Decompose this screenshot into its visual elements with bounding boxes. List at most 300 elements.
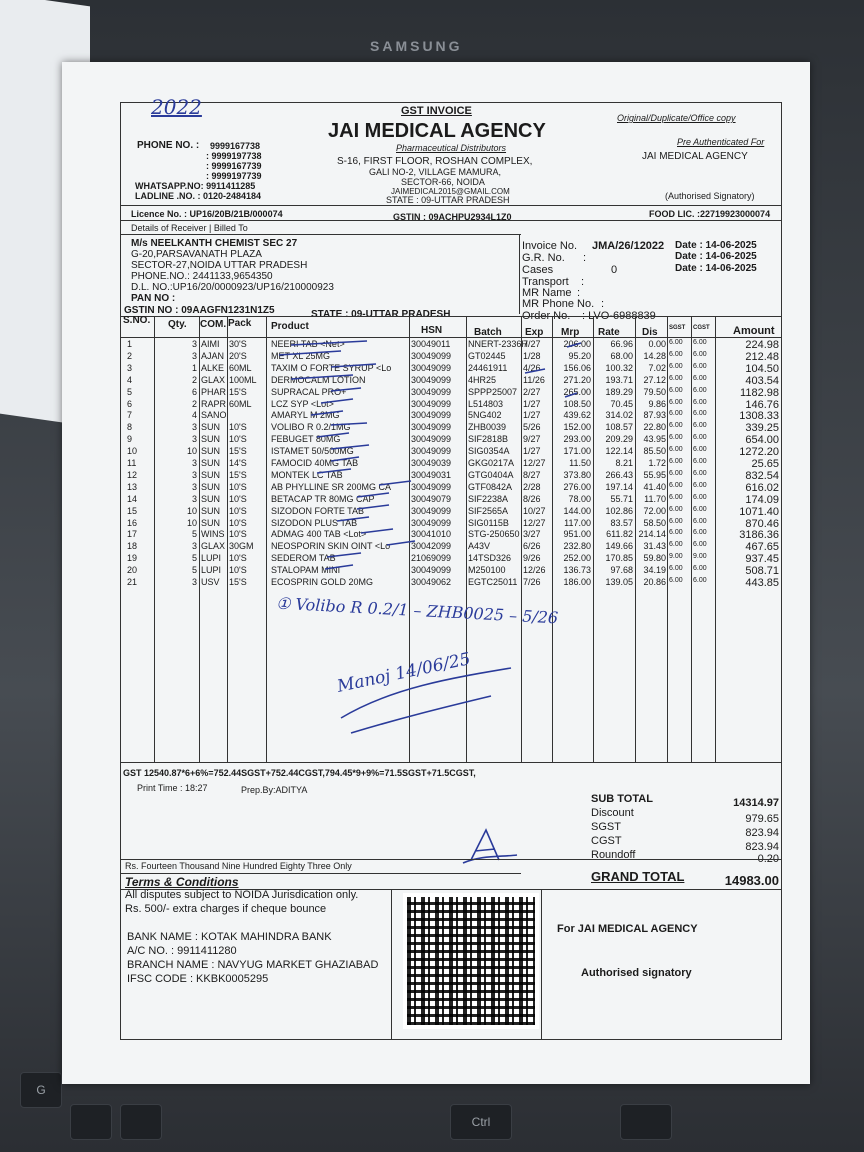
cell-cgst: 6.00 <box>693 410 707 418</box>
cell-pack: 15'S <box>229 577 247 587</box>
gr-date: Date : 14-06-2025 <box>675 251 757 262</box>
prepared-by: Prep.By:ADITYA <box>241 785 308 795</box>
cell-hsn: 30049099 <box>411 505 452 516</box>
col-product: Product <box>271 321 309 332</box>
sgst-value: 823.94 <box>745 827 779 839</box>
cell-dis: 1.72 <box>648 458 666 468</box>
cell-product: NEOSPORIN SKIN OINT <Lo <box>271 541 391 552</box>
cell-hsn: 30042099 <box>411 541 452 552</box>
gr-no-value: : <box>583 252 587 264</box>
cell-batch: 14TSD326 <box>468 553 512 564</box>
cell-rate: 170.85 <box>605 553 633 564</box>
mr-name-label: MR Name <box>522 287 572 299</box>
cell-rate: 209.29 <box>605 434 633 445</box>
cell-hsn: 30049099 <box>411 410 452 421</box>
details-of-receiver: Details of Receiver | Billed To <box>131 223 248 233</box>
cell-sgst: 6.00 <box>669 469 683 477</box>
cell-sno: 9 <box>127 434 133 445</box>
cell-sgst: 6.00 <box>669 541 683 549</box>
cell-rate: 139.05 <box>605 577 633 587</box>
company-name: JAI MEDICAL AGENCY <box>328 120 546 142</box>
divider <box>541 889 542 1039</box>
cell-batch: SIF2818B <box>468 434 509 445</box>
cell-sgst: 6.00 <box>669 350 683 358</box>
phone-3: : 9999167739 <box>206 161 262 171</box>
pre-authenticated-label: Pre Authenticated For <box>677 137 765 147</box>
cell-mrp: 171.00 <box>563 446 591 457</box>
mr-name-value: : <box>577 287 581 299</box>
buyer-gstin: GSTIN NO : 09AAGFN1231N1Z5 <box>124 305 275 316</box>
invoice-paper <box>62 62 810 1084</box>
cell-product: TAXIM O FORTE SYRUP <Lo <box>271 362 392 373</box>
cell-cgst: 6.00 <box>693 577 707 584</box>
col-mrp: Mrp <box>561 327 580 338</box>
cell-sgst: 9.00 <box>669 553 683 561</box>
cell-exp: 4/26 <box>523 362 541 373</box>
cell-mrp: 373.80 <box>563 469 591 480</box>
invoice-no-label: Invoice No. <box>522 240 578 252</box>
bank-name: BANK NAME : KOTAK MAHINDRA BANK <box>127 931 332 943</box>
cell-hsn: 30049099 <box>411 434 452 445</box>
cell-dis: 11.70 <box>644 493 666 504</box>
mr-phone-label: MR Phone No. <box>522 298 595 310</box>
cell-cgst: 6.00 <box>693 422 707 430</box>
roundoff-value: 0.20 <box>757 853 779 865</box>
phone-2: : 9999197738 <box>206 151 262 161</box>
company-subtitle: Pharmaceutical Distributors <box>396 143 507 153</box>
cell-mrp: 95.20 <box>568 350 591 361</box>
laptop-brand-logo: SAMSUNG <box>370 38 463 54</box>
cell-amount: 174.09 <box>745 493 779 506</box>
order-no-label: Order No. <box>522 310 571 322</box>
divider <box>121 234 521 235</box>
cell-exp: 11/26 <box>523 374 545 385</box>
cell-pack: 10'S <box>229 493 247 504</box>
cell-batch: SPPP25007 <box>468 386 518 397</box>
col-hsn: HSN <box>421 325 443 336</box>
col-qty: Qty. <box>168 319 187 330</box>
cell-com: LUPI <box>201 553 222 564</box>
cell-dis: 87.93 <box>643 410 666 421</box>
cell-rate: 70.45 <box>610 398 633 409</box>
grand-total-value: 14983.00 <box>724 873 779 888</box>
cell-cgst: 6.00 <box>693 541 707 549</box>
cell-exp: 7/26 <box>523 577 541 587</box>
cell-cgst: 6.00 <box>693 398 707 406</box>
cases-value: 0 <box>611 264 618 276</box>
cell-cgst: 6.00 <box>693 434 707 442</box>
bank-account: A/C NO. : 9911411280 <box>127 945 237 957</box>
cell-rate: 266.43 <box>605 469 633 480</box>
cell-amount: 467.65 <box>745 541 779 554</box>
cell-mrp: 144.00 <box>563 505 591 516</box>
cell-batch: 4HR25 <box>468 374 497 385</box>
cell-amount: 104.50 <box>745 362 779 375</box>
cell-qty: 3 <box>191 350 197 361</box>
cell-qty: 2 <box>191 398 197 409</box>
subtotal-value: 14314.97 <box>733 797 779 809</box>
cell-mrp: 117.00 <box>564 517 591 528</box>
amount-in-words: Rs. Fourteen Thousand Nine Hundred Eighty Three Only <box>125 861 352 871</box>
transport-label: Transport <box>522 276 569 288</box>
cell-cgst: 6.00 <box>693 469 707 477</box>
cell-exp: 7/27 <box>523 339 541 349</box>
cell-com: USV <box>201 577 220 587</box>
cell-com: PHAR <box>201 386 227 397</box>
cell-hsn: 30049011 <box>411 339 451 349</box>
cell-amount: 616.02 <box>745 481 779 494</box>
cell-batch: SIF2565A <box>468 505 509 516</box>
cell-amount: 339.25 <box>745 422 779 435</box>
cell-hsn: 30049099 <box>411 374 452 385</box>
cell-cgst: 6.00 <box>693 517 707 525</box>
cell-hsn: 30049099 <box>411 422 452 433</box>
cell-pack: 30'S <box>229 339 247 349</box>
cell-pack: 60ML <box>229 398 252 409</box>
cell-qty: 5 <box>191 565 197 576</box>
key-g: G <box>20 1072 62 1108</box>
cell-pack: 10'S <box>229 434 247 445</box>
cell-sgst: 6.00 <box>669 422 683 430</box>
address-line-2: GALI NO-2, VILLAGE MAMURA, <box>369 167 502 177</box>
cell-hsn: 30049039 <box>411 458 452 468</box>
cell-cgst: 6.00 <box>693 446 707 454</box>
cell-amount: 1272.20 <box>739 446 779 459</box>
cell-amount: 1182.98 <box>740 386 779 399</box>
gst-invoice-label: GST INVOICE <box>401 105 472 117</box>
cell-rate: 55.71 <box>610 493 633 504</box>
landline-number: LADLINE .NO. : 0120-2484184 <box>135 191 262 201</box>
cell-exp: 3/27 <box>523 529 541 540</box>
cell-dis: 72.00 <box>643 505 666 516</box>
cell-sno: 7 <box>127 410 133 421</box>
cell-hsn: 30049099 <box>411 350 452 361</box>
cell-dis: 55.95 <box>643 469 666 480</box>
cell-com: SUN <box>201 458 221 468</box>
cell-sno: 10 <box>127 446 138 457</box>
cell-com: SUN <box>201 434 221 445</box>
cell-rate: 314.02 <box>605 410 633 421</box>
cell-exp: 1/28 <box>523 350 541 361</box>
cell-amount: 654.00 <box>745 434 779 447</box>
cell-qty: 6 <box>191 386 197 397</box>
divider <box>121 762 781 763</box>
gst-summary: GST 12540.87*6+6%=752.44SGST+752.44CGST,794.45*9+9%=71.5SGST+71.5CGST, <box>123 768 476 778</box>
cell-batch: A43V <box>468 541 491 552</box>
cell-rate: 8.21 <box>615 458 633 468</box>
cell-com: AJAN <box>201 350 225 361</box>
cgst-label: CGST <box>591 835 622 847</box>
bank-branch: BRANCH NAME : NAVYUG MARKET GHAZIABAD <box>127 959 379 971</box>
cell-rate: 100.32 <box>605 362 633 373</box>
cell-product: SUPRACAL PRO+ <box>271 386 347 397</box>
key-blank <box>120 1104 162 1140</box>
cell-product: MET XL 25MG <box>271 350 331 361</box>
col-amount: Amount <box>733 325 775 337</box>
cell-amount: 870.46 <box>745 517 779 530</box>
cell-com: ALKE <box>201 362 225 373</box>
cell-amount: 3186.36 <box>739 529 779 542</box>
cell-dis: 43.95 <box>643 434 666 445</box>
cell-dis: 79.50 <box>643 386 666 397</box>
cell-cgst: 6.00 <box>693 529 707 537</box>
terms-title: Terms & Conditions <box>125 875 239 889</box>
cell-mrp: 232.80 <box>563 541 591 552</box>
cell-amount: 403.54 <box>745 374 779 387</box>
bank-ifsc: IFSC CODE : KKBK0005295 <box>127 973 269 985</box>
cell-batch: GTF0842A <box>468 481 513 492</box>
cell-sno: 5 <box>127 386 133 397</box>
cell-rate: 122.14 <box>605 446 633 457</box>
cell-mrp: 271.20 <box>563 374 591 385</box>
cell-sgst: 6.00 <box>669 410 683 418</box>
cell-batch: NNERT-2336H <box>468 339 528 349</box>
cell-sgst: 6.00 <box>669 362 683 370</box>
cell-hsn: 30049099 <box>411 362 452 373</box>
gr-no-label: G.R. No. <box>522 252 565 264</box>
buyer-line: D.L. NO.:UP16/20/0000923/UP16/210000923 <box>131 282 334 293</box>
cell-product: SIZODON PLUS TAB <box>271 517 358 528</box>
cell-cgst: 6.00 <box>693 362 707 370</box>
cell-mrp: 951.00 <box>563 529 591 540</box>
cell-amount: 146.76 <box>745 398 779 411</box>
cell-batch: GKG0217A <box>468 458 515 468</box>
cell-mrp: 11.50 <box>569 458 591 468</box>
cell-exp: 12/27 <box>523 458 546 468</box>
cell-com: GLAX <box>201 541 226 552</box>
cell-product: LCZ SYP <Lot> <box>271 398 334 409</box>
cell-qty: 1 <box>191 362 197 373</box>
cell-hsn: 30049099 <box>411 517 452 528</box>
cell-qty: 3 <box>191 493 197 504</box>
cell-rate: 193.71 <box>605 374 633 385</box>
cell-pack: 10'S <box>229 529 247 540</box>
cell-sno: 15 <box>127 505 138 516</box>
cell-amount: 1308.33 <box>739 410 779 423</box>
food-licence: FOOD LIC. :22719923000074 <box>649 209 771 219</box>
cell-mrp: 108.50 <box>563 398 591 409</box>
cell-product: AMARYL M 2MG <box>271 410 340 421</box>
cell-sgst: 6.00 <box>669 458 683 465</box>
cell-com: RAPR <box>201 398 227 409</box>
col-com: COM. <box>200 319 227 330</box>
cell-amount: 508.71 <box>745 565 779 578</box>
address-line-1: S-16, FIRST FLOOR, ROSHAN COMPLEX, <box>337 156 533 167</box>
col-pack: Pack <box>228 318 252 329</box>
cell-dis: 9.86 <box>648 398 666 409</box>
cell-product: MONTEK LC TAB <box>271 469 343 480</box>
roundoff-label: Roundoff <box>591 849 636 861</box>
cell-dis: 31.43 <box>643 541 666 552</box>
cell-dis: 34.19 <box>643 565 666 576</box>
for-company: For JAI MEDICAL AGENCY <box>557 923 698 935</box>
cell-cgst: 6.00 <box>693 339 707 346</box>
cell-exp: 10/27 <box>523 505 546 516</box>
cell-dis: 85.50 <box>643 446 666 457</box>
cell-sgst: 6.00 <box>669 398 683 406</box>
cell-hsn: 21069099 <box>411 553 452 564</box>
cell-sno: 2 <box>127 350 133 361</box>
cell-cgst: 6.00 <box>693 505 707 513</box>
col-exp: Exp <box>525 327 544 338</box>
cell-exp: 2/28 <box>523 481 541 492</box>
cell-batch: 24461911 <box>468 362 508 373</box>
cell-exp: 8/26 <box>523 493 541 504</box>
cell-amount: 212.48 <box>745 350 779 363</box>
print-time: Print Time : 18:27 <box>137 783 208 793</box>
cell-amount: 1071.40 <box>739 505 779 518</box>
cell-com: SUN <box>201 469 221 480</box>
cell-exp: 1/27 <box>523 410 541 421</box>
cell-com: SUN <box>201 481 221 492</box>
key-blank <box>620 1104 672 1140</box>
handwritten-signature: Manoj 14/06/25 <box>335 649 473 697</box>
col-batch: Batch <box>474 327 502 338</box>
cell-product: ECOSPRIN GOLD 20MG <box>271 577 374 587</box>
cell-amount: 937.45 <box>745 553 779 566</box>
phone-label: PHONE NO. : <box>137 140 200 151</box>
cell-sgst: 6.00 <box>669 505 683 513</box>
cell-sgst: 6.00 <box>669 339 683 346</box>
cell-sgst: 6.00 <box>669 565 683 573</box>
cell-pack: 10'S <box>229 422 247 433</box>
cell-qty: 3 <box>191 339 197 349</box>
cell-rate: 102.86 <box>605 505 633 516</box>
cell-exp: 1/27 <box>523 398 541 409</box>
cell-rate: 611.82 <box>606 529 633 540</box>
key-ctrl: Ctrl <box>450 1104 512 1140</box>
cell-exp: 5/26 <box>523 422 541 433</box>
terms-line: All disputes subject to NOIDA Jurisdication only. <box>125 889 359 901</box>
cell-qty: 3 <box>191 422 197 433</box>
cell-hsn: 30049099 <box>411 386 452 397</box>
cell-sno: 12 <box>127 469 138 480</box>
cell-sgst: 6.00 <box>669 434 683 442</box>
cell-batch: STG-250650 <box>468 529 520 540</box>
cell-com: SANO <box>201 410 227 421</box>
cell-exp: 1/27 <box>523 446 541 457</box>
cell-sno: 14 <box>127 493 138 504</box>
cell-dis: 27.12 <box>643 374 666 385</box>
cell-amount: 224.98 <box>745 339 779 351</box>
cell-exp: 6/26 <box>523 541 541 552</box>
cell-exp: 12/26 <box>523 565 546 576</box>
cell-cgst: 9.00 <box>693 553 707 561</box>
qr-code <box>403 893 539 1029</box>
cell-sgst: 6.00 <box>669 517 683 525</box>
cell-cgst: 6.00 <box>693 458 707 465</box>
cell-qty: 3 <box>191 434 197 445</box>
cell-hsn: 30049031 <box>411 469 452 480</box>
cell-cgst: 6.00 <box>693 493 707 501</box>
cell-cgst: 6.00 <box>693 386 707 394</box>
cell-mrp: 78.00 <box>568 493 591 504</box>
cell-sgst: 6.00 <box>669 386 683 394</box>
cases-label: Cases <box>522 264 554 276</box>
cell-dis: 214.14 <box>638 529 666 540</box>
cell-rate: 189.29 <box>605 386 633 397</box>
cell-qty: 4 <box>191 410 197 421</box>
cell-qty: 10 <box>186 505 197 516</box>
cell-product: NEERI TAB <Net> <box>271 339 345 349</box>
divider <box>121 205 781 206</box>
cell-product: VOLIBO R 0.2/1MG <box>271 422 351 433</box>
cell-product: ADMAG 400 TAB <Lot> <box>271 529 367 540</box>
cell-sgst: 6.00 <box>669 481 683 489</box>
cell-mrp: 156.06 <box>563 362 591 373</box>
cell-rate: 68.00 <box>610 350 633 361</box>
cell-sno: 21 <box>127 577 138 587</box>
cell-sno: 1 <box>127 339 133 349</box>
cell-rate: 83.57 <box>610 517 633 528</box>
cell-qty: 10 <box>186 446 197 457</box>
cell-pack: 20'S <box>229 350 247 361</box>
discount-value: 979.65 <box>745 813 779 825</box>
cell-sgst: 6.00 <box>669 493 683 501</box>
cell-pack: 100ML <box>229 374 257 385</box>
cell-sno: 3 <box>127 362 133 373</box>
cell-qty: 2 <box>191 374 197 385</box>
cell-rate: 149.66 <box>605 541 633 552</box>
cell-mrp: 136.73 <box>563 565 591 576</box>
cell-cgst: 6.00 <box>693 350 707 358</box>
cell-exp: 8/27 <box>523 469 541 480</box>
cell-dis: 22.80 <box>643 422 666 433</box>
cell-exp: 12/27 <box>523 517 546 528</box>
cell-product: STALOPAM MINI <box>271 565 341 576</box>
cell-batch: SIG0115B <box>468 517 509 528</box>
cell-hsn: 30049079 <box>411 493 452 504</box>
cgst-value: 823.94 <box>745 841 779 853</box>
col-sgst: SGST <box>669 325 686 331</box>
cell-sno: 18 <box>127 541 138 552</box>
cell-batch: EGTC25011 <box>468 577 518 587</box>
cell-rate: 108.57 <box>605 422 633 433</box>
cell-qty: 5 <box>191 553 197 564</box>
cell-pack: 10'S <box>229 553 247 564</box>
handwritten-tick-marks <box>121 333 781 633</box>
cell-qty: 3 <box>191 458 197 468</box>
cell-mrp: 206.00 <box>563 339 591 349</box>
cell-product: BETACAP TR 80MG CAP <box>271 493 375 504</box>
handwritten-year: 2022 <box>151 95 202 119</box>
cell-sgst: 6.00 <box>669 577 683 584</box>
cell-pack: 10'S <box>229 565 247 576</box>
cell-pack: 15'S <box>229 446 247 457</box>
cell-product: FEBUGET 80MG <box>271 434 341 445</box>
cell-pack: 10'S <box>229 517 247 528</box>
company-state: STATE : 09-UTTAR PRADESH <box>386 195 510 205</box>
cell-com: GLAX <box>201 374 226 385</box>
authorised-signatory: Authorised signatory <box>581 967 692 979</box>
cell-batch: M250100 <box>468 565 506 576</box>
divider <box>121 873 521 874</box>
col-cgst: CGST <box>693 325 710 331</box>
cell-mrp: 439.62 <box>563 410 591 421</box>
cell-hsn: 30049099 <box>411 398 452 409</box>
order-no-value: : LVO-6988839 <box>582 310 656 322</box>
cell-qty: 3 <box>191 577 197 587</box>
cell-mrp: 293.00 <box>563 434 591 445</box>
cell-mrp: 276.00 <box>563 481 591 492</box>
cell-qty: 3 <box>191 541 197 552</box>
cell-mrp: 252.00 <box>563 553 591 564</box>
buyer-line: PAN NO : <box>131 293 176 304</box>
cell-product: FAMOCID 40MG TAB <box>271 458 359 468</box>
cell-batch: SIF2238A <box>468 493 509 504</box>
cell-com: AIMI <box>201 339 220 349</box>
cell-dis: 58.50 <box>643 517 666 528</box>
